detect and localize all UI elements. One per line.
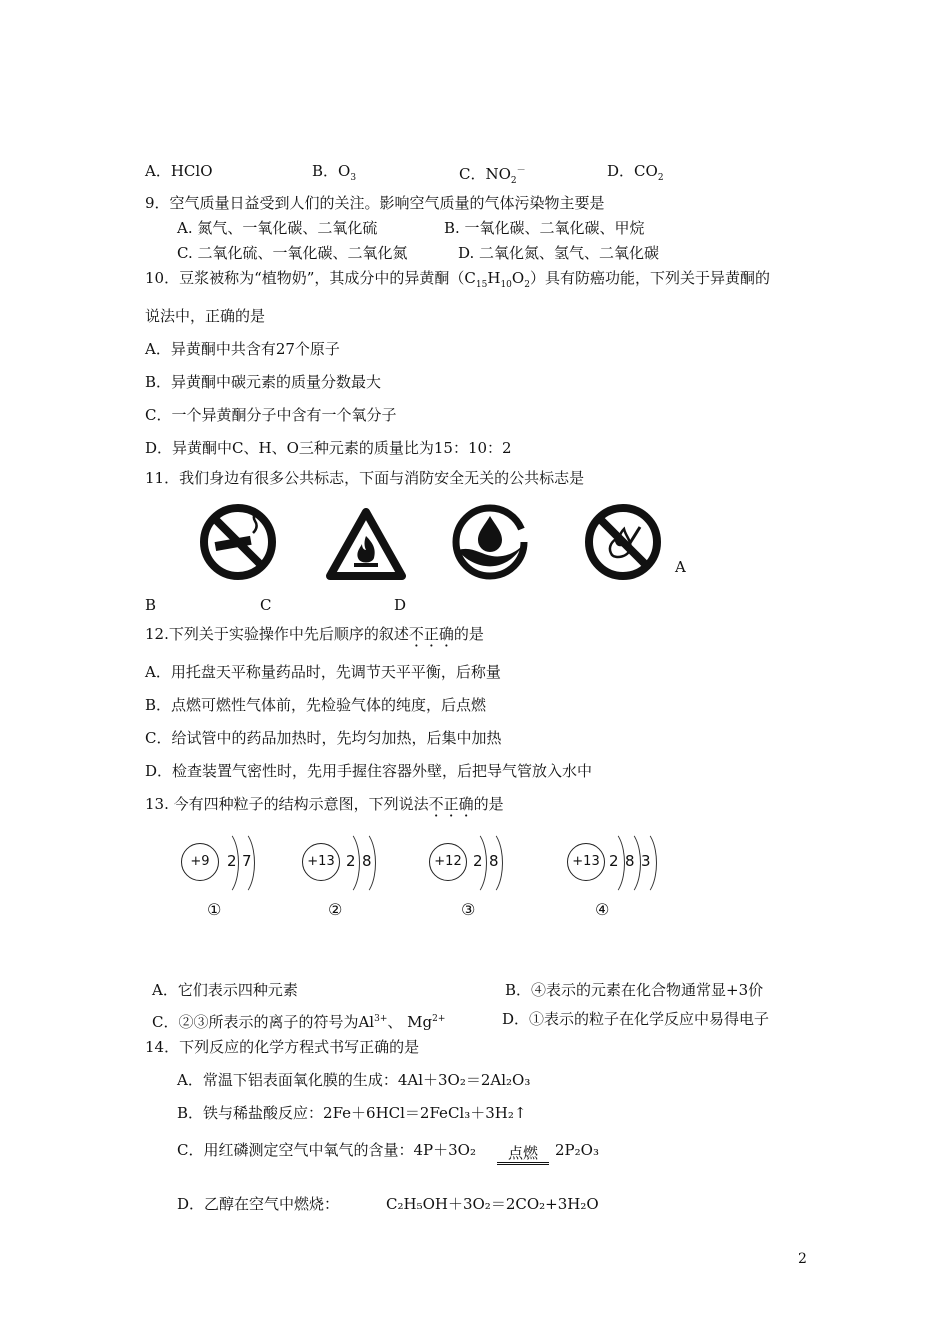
q9-option-d: D. 二氧化氮、氢气、二氧化碳 [458,244,660,262]
q11-label-4: A [675,558,686,576]
nucleus: +13 [302,843,340,881]
q11-label-2: C [260,596,272,614]
nucleus: +12 [429,843,467,881]
q11-label-3: D [394,596,407,614]
q12-option-a: A．用托盘天平称量药品时，先调节天平平衡，后称量 [145,663,501,681]
nucleus: +9 [181,843,219,881]
q9-option-a: A. 氮气、一氧化碳、二氧化硫 [177,219,378,237]
water-saving-icon [450,502,530,582]
q12-option-c: C．给试管中的药品加热时，先均匀加热，后集中加热 [145,729,502,747]
q14-option-b: B．铁与稀盐酸反应：2Fe＋6HCl＝2FeCl₃＋3H₂↑ [177,1104,527,1122]
q14-option-c-product: 2P₂O₃ [555,1141,599,1159]
q8-option-d: D．$CO_2$ [607,162,664,183]
reaction-condition: 点燃 [497,1144,549,1165]
q13-option-c: C．②③所表示的离子的符号为$Al^{3+}$、 $Mg^{2+}$ [152,1013,446,1031]
q9-option-c: C. 二氧化硫、一氧化碳、二氧化氮 [177,244,408,262]
q11-stem: 11．我们身边有很多公共标志，下面与消防安全无关的公共标志是 [145,469,585,487]
shell-electrons: 8 [362,852,372,870]
q14-option-d: D．乙醇在空气中燃烧： [177,1195,340,1213]
q13-option-d: D．①表示的粒子在化学反应中易得电子 [502,1010,770,1028]
q13-stem: 13. 今有四种粒子的结构示意图，下列说法不正确的是 [145,795,504,813]
q8-option-c: C．$NO_2^-$ [459,165,526,186]
q14-option-d-equation: C₂H₅OH＋3O₂＝2CO₂+3H₂O [386,1195,599,1213]
q12-option-b: B．点燃可燃性气体前，先检验气体的纯度，后点燃 [145,696,487,714]
q14-stem: 14．下列反应的化学方程式书写正确的是 [145,1038,420,1056]
q10-option-d: D．异黄酮中C、H、O三种元素的质量比为15：10：2 [145,439,512,457]
q14-option-c: C．用红磷测定空气中氧气的含量：4P＋3O₂ [177,1141,476,1159]
shell-electrons: 2 [609,852,619,870]
atom-label: ④ [595,900,610,919]
no-open-flame-icon [584,503,662,581]
shell-electrons: 8 [489,852,499,870]
atom-label: ② [328,900,343,919]
q13-option-b: B．④表示的元素在化合物通常显+3价 [505,981,764,999]
shell-electrons: 7 [242,852,252,870]
q14-option-a: A．常温下铝表面氧化膜的生成：4Al＋3O₂＝2Al₂O₃ [177,1071,531,1089]
q10-option-a: A．异黄酮中共含有27个原子 [145,340,340,358]
nucleus: +13 [567,843,605,881]
q8-option-b: B．$O_3$ [312,162,357,183]
q10-option-b: B．异黄酮中碳元素的质量分数最大 [145,373,382,391]
atom-label: ① [207,900,222,919]
shell-electrons: 2 [473,852,483,870]
no-smoking-icon [199,503,277,581]
shell-electrons: 3 [641,852,651,870]
q10-stem: 10．豆浆被称为“植物奶”，其成分中的异黄酮$(C_{15}H_{10}O_2)$具有防癌功能，下列关于异黄酮的 [145,269,770,290]
q13-option-a: A．它们表示四种元素 [152,981,298,999]
atom-label: ③ [461,900,476,919]
flammable-warning-icon [326,508,406,580]
q12-stem: 12.下列关于实验操作中先后顺序的叙述不正确的是 [145,625,484,643]
shell-electrons: 2 [227,852,237,870]
q10-option-c: C．一个异黄酮分子中含有一个氧分子 [145,406,397,424]
q12-option-d: D．检查装置气密性时，先用手握住容器外壁，后把导气管放入水中 [145,762,593,780]
q9-option-b: B. 一氧化碳、二氧化碳、甲烷 [444,219,645,237]
shell-electrons: 8 [625,852,635,870]
shell-electrons: 2 [346,852,356,870]
q11-label-1: B [145,596,157,614]
page-number: 2 [798,1251,807,1267]
q8-option-a: A．HClO [145,162,213,180]
q9-stem: 9．空气质量日益受到人们的关注。影响空气质量的气体污染物主要是 [145,194,605,212]
q10-stem-line2: 说法中，正确的是 [145,307,266,325]
